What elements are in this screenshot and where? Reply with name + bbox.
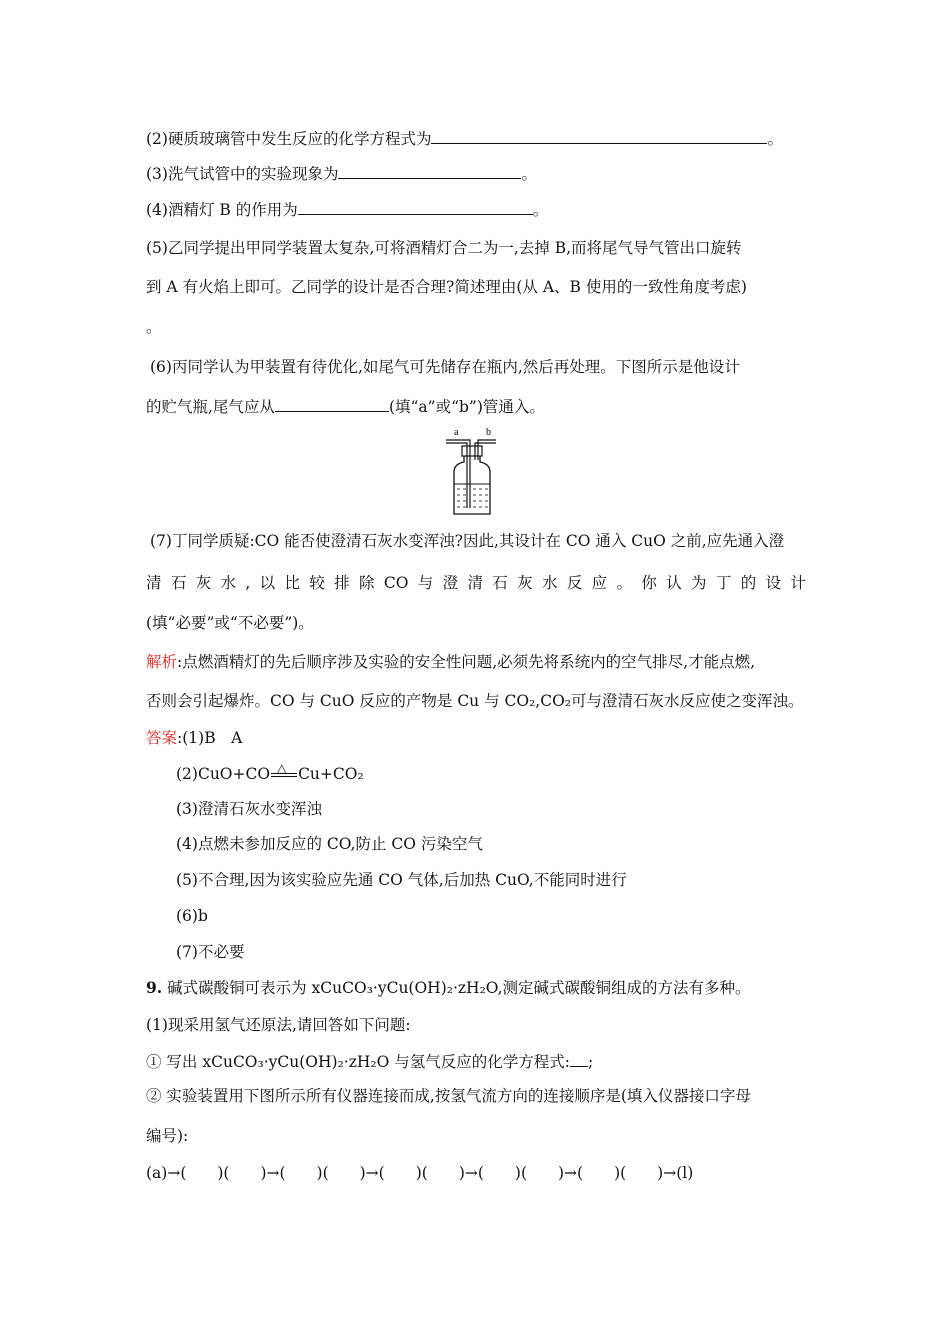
tube-label-a: a: [454, 427, 459, 438]
answer-4: (4)点燃未参加反应的 CO,防止 CO 污染空气: [176, 835, 483, 853]
question-7-word: 计: [790, 574, 806, 592]
question-5-line-3: 。: [146, 318, 162, 336]
answer-5: (5)不合理,因为该实验应先通 CO 气体,后加热 CuO,不能同时进行: [176, 871, 627, 889]
question-9-item-2-line-1: ② 实验装置用下图所示所有仪器连接而成,按氢气流方向的连接顺序是(填入仪器接口字母: [146, 1087, 751, 1105]
question-7-word: 以: [259, 574, 276, 592]
answer-7: (7)不必要: [176, 943, 245, 961]
question-7-word: 灰: [195, 574, 212, 592]
answer-blank-3: [338, 164, 521, 179]
question-2: (2)硬质玻璃管中发生反应的化学方程式为 。: [146, 130, 783, 148]
question-7-word: 反: [566, 574, 583, 592]
question-7-word: 灰: [517, 574, 533, 592]
question-9-line-1: 9. 碱式碳酸铜可表示为 xCuCO₃·yCu(OH)₂·zH₂O,测定碱式碳酸铜组成的方法有多种。: [146, 978, 751, 997]
question-9-sub-1: (1)现采用氢气还原法,请回答如下问题:: [146, 1016, 411, 1034]
question-7-word: 除: [359, 574, 375, 592]
question-7-word: 你: [641, 574, 657, 592]
answer-6: (6)b: [176, 907, 208, 925]
answer-blank-9-1: [570, 1052, 588, 1067]
question-7-word: 清: [467, 574, 483, 592]
gas-storage-bottle-diagram: [442, 426, 502, 518]
answer-blank-4: [298, 200, 533, 215]
liquid-hatching: [457, 489, 488, 507]
question-7-word: 认: [666, 574, 682, 592]
question-7-word: 石: [492, 574, 508, 592]
question-7-word: 。: [616, 574, 633, 592]
question-5-line-1: (5)乙同学提出甲同学装置太复杂,可将酒精灯合二为一,去掉 B,而将尾气导气管出口旋转: [146, 239, 742, 257]
question-4: (4)酒精灯 B 的作用为 。: [146, 201, 549, 219]
question-4-text: (4)酒精灯 B 的作用为: [146, 201, 298, 219]
question-6-line-2: 的贮气瓶,尾气应从 (填“a”或“b”)管通入。: [146, 398, 545, 416]
question-3: (3)洗气试管中的实验现象为 。: [146, 165, 537, 183]
question-9-item-1: ① 写出 xCuCO₃·yCu(OH)₂·zH₂O 与氢气反应的化学方程式: ;: [146, 1053, 594, 1071]
question-7-word: 排: [334, 574, 350, 592]
question-7-word: 水: [220, 574, 237, 592]
answer-blank-6: [275, 397, 389, 412]
answer-blank-2: [431, 129, 767, 144]
question-7-word: 丁: [715, 574, 732, 592]
question-7-word: ,: [245, 574, 251, 592]
answer-line-1: 答案:(1)B A: [146, 729, 243, 747]
long-tube: [446, 440, 470, 508]
question-7-word: 设: [765, 574, 782, 592]
question-7-word: 清: [146, 574, 162, 592]
tube-label-b: b: [486, 427, 491, 438]
analysis-line-2: 否则会引起爆炸。CO 与 CuO 反应的产物是 Cu 与 CO₂,CO₂可与澄清石灰水反应使之变浑浊。: [146, 692, 804, 710]
question-7-line-1: (7)丁同学质疑:CO 能否使澄清石灰水变浑浊?因此,其设计在 CO 通入 CuO 之前,应先通入澄: [150, 532, 785, 550]
question-7-word: 较: [309, 574, 325, 592]
answer-label: 答案: [146, 729, 178, 747]
analysis-line-1: 解析:点燃酒精灯的先后顺序涉及实验的安全性问题,必须先将系统内的空气排尽,才能点燃,: [146, 653, 756, 671]
question-7-word: 为: [691, 574, 707, 592]
question-7-word: 澄: [442, 574, 459, 592]
question-7-word: 应: [591, 574, 608, 592]
answer-2-equation: (2)CuO+CO △ Cu+CO₂: [176, 763, 364, 785]
question-7-word: CO: [383, 574, 409, 592]
question-6-line-1: (6)丙同学认为甲装置有待优化,如尾气可先储存在瓶内,然后再处理。下图所示是他设计: [150, 358, 740, 376]
question-7-word: 比: [284, 574, 300, 592]
heat-condition: [270, 763, 298, 785]
bottle-body: [454, 456, 490, 514]
question-7-word: 石: [170, 574, 187, 592]
question-7-line-3: (填“必要”或“不必要”)。: [146, 614, 314, 632]
analysis-label: 解析: [146, 653, 178, 671]
stopper: [462, 446, 482, 456]
question-7-word: 的: [740, 574, 757, 592]
question-7-line-2: [146, 572, 806, 594]
question-5-line-2: 到 A 有火焰上即可。乙同学的设计是否合理?简述理由(从 A、B 使用的一致性角度考虑): [146, 278, 747, 296]
question-3-text: (3)洗气试管中的实验现象为: [146, 165, 339, 183]
question-7-word: 水: [541, 574, 558, 592]
question-7-word: 与: [417, 574, 434, 592]
delta-icon: △: [277, 761, 287, 775]
question-2-text: (2)硬质玻璃管中发生反应的化学方程式为: [146, 130, 432, 148]
question-9-item-2-line-2: 编号):: [146, 1127, 189, 1145]
question-9-number: 9.: [146, 978, 163, 997]
connection-sequence: (a)→( )( )→( )( )→( )( )→( )( )→( )( )→(l): [146, 1164, 694, 1182]
answer-3: (3)澄清石灰水变浑浊: [176, 800, 322, 818]
